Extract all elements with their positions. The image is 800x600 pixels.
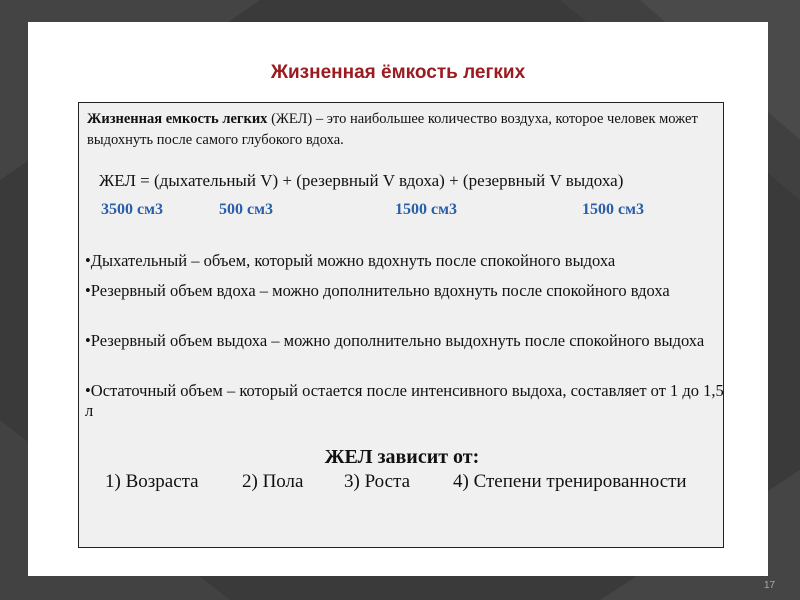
volume-expiratory-reserve: 1500 см3 (395, 201, 457, 218)
volume-inspiratory-reserve: 500 см3 (219, 201, 273, 218)
slide-title: Жизненная ёмкость легких (270, 62, 526, 83)
bullet-residual: •Остаточный объем – который остается после интенсивного выдоха, составляет от 1 до 1,5 л (85, 381, 724, 420)
factor-training: 4) Степени тренированности (453, 471, 687, 492)
formula: ЖЕЛ = (дыхательный V) + (резервный V вдоха) + (резервный V выдоха) (99, 171, 624, 190)
factor-age: 1) Возраста (105, 471, 199, 492)
slide (28, 22, 768, 576)
depends-title: ЖЕЛ зависит от: (324, 446, 480, 468)
bullet-expiratory-reserve: •Резервный объем выдоха – можно дополнительно выдохнуть после спокойного выдоха (85, 331, 705, 350)
volume-tidal: 3500 см3 (101, 201, 163, 218)
page-number: 17 (764, 580, 776, 591)
content-box (78, 102, 724, 548)
factor-sex: 2) Пола (242, 471, 304, 492)
bullet-tidal: •Дыхательный – объем, который можно вдохнуть после спокойного выдоха (85, 251, 616, 270)
intro-text (87, 109, 717, 151)
bullet-inspiratory-reserve: •Резервный объем вдоха – можно дополнительно вдохнуть после спокойного вдоха (85, 281, 670, 300)
factor-height: 3) Роста (344, 471, 411, 492)
intro-term: Жизненная емкость легких (87, 111, 268, 127)
volume-residual: 1500 см3 (582, 201, 644, 218)
intro-definition: (ЖЕЛ) – это наибольшее количество воздуха, которое человек может выдохнуть после самого глубокого вдоха. (87, 111, 698, 148)
